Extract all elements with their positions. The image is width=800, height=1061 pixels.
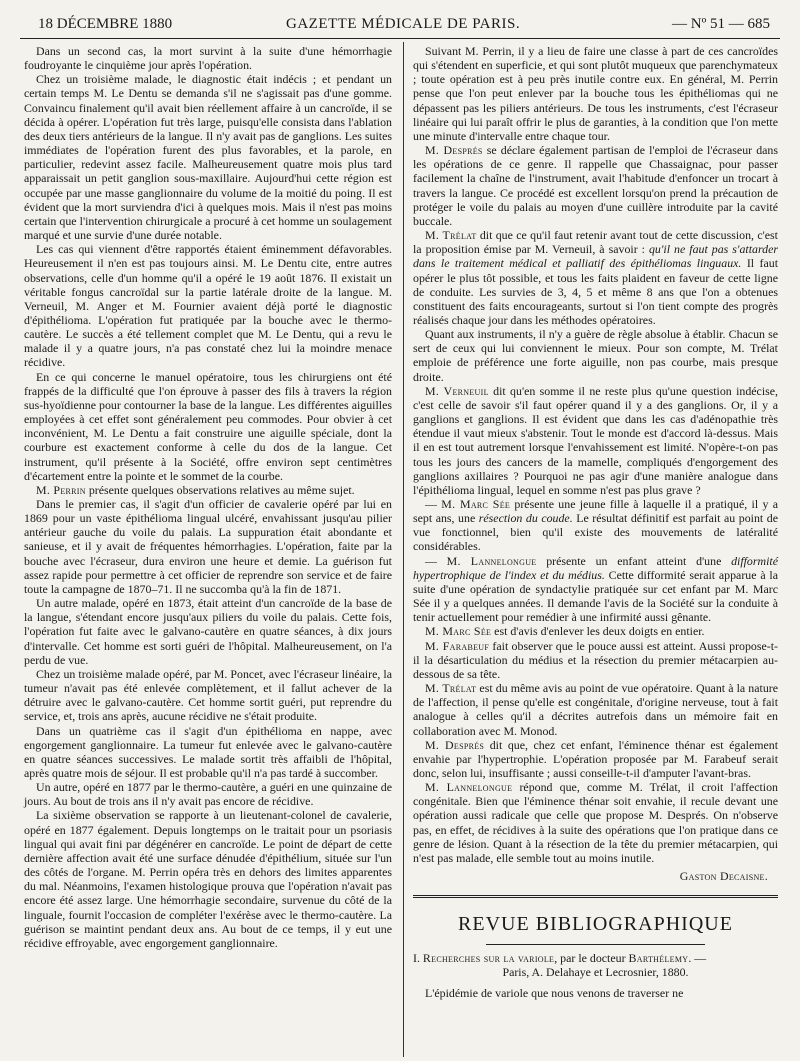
paragraph xyxy=(413,681,778,738)
italic-term: résection du coude. xyxy=(478,511,573,526)
paragraph: Les cas qui viennent d'être rapportés étaient éminemment défavorables. Heureusement il n'en est pas toujours ainsi. M. Le Dentu cite, entre autres observations, celle d'un homme qu'il a opéré le 19 août 1876. Il existait un véritable fongus cancroïdal sur la partie latérale droite de la langue. M. Verneuil, M. Anger et M. Fournier avaient déjà porté le diagnostic d'épithélioma. L'opération fut pratiquée par la bouche avec le thermo-cautère. Le succès a été tellement complet que M. Le Dentu, qui a revu le malade il y a quatre jours, n'a pas constaté chez lui la moindre menace récidive. xyxy=(24,242,392,370)
paragraph xyxy=(413,384,778,497)
speaker-name: M. Lannelongue xyxy=(425,780,513,795)
paragraph: Un autre malade, opéré en 1873, était atteint d'un cancroïde de la base de la langue, s'étendant encore jusqu'aux piliers du voile du palais. Cette fois, l'opération fut faite avec le galvano-cautère en quatre séances, à dix jours d'intervalle. Cet homme est sorti guéri de l'hôpital. Malheureusement, on l'a perdu de vue. xyxy=(24,596,392,667)
paragraph-text: Cette difformité serait apparue à la suite d'une opération de syndactylie pratiquée sur cet enfant par M. Marc Sée il y a quelques années. Il demande l'avis de la Société sur la conduite à tenir actuellement pour remédier à une infirmité aussi gênante. xyxy=(413,567,778,625)
dash: — xyxy=(425,553,447,568)
book-text: . — xyxy=(688,951,707,966)
section-rule xyxy=(413,895,778,898)
header-journal-title: GAZETTE MÉDICALE DE PARIS. xyxy=(286,16,521,32)
paragraph: Dans un quatrième cas il s'agit d'un épithélioma en nappe, avec engorgement ganglionnaire. La tumeur fut enlevée avec le galvano-cautère en quatre séances successives. Le malade sortit très affaibli de l'hôpital, après quatre mois de séjour. Il est probable qu'il n'a pas tardé à succomber. xyxy=(24,723,392,780)
paragraph-text: dit que, chez cet enfant, l'éminence thénar est également envahie par l'hypertrophie. L'opération proposée par M. Farabeuf serait donc, selon lui, insuffisante ; aussi conseille-t-il d'amputer l'avant-bras. xyxy=(413,737,778,780)
section-title: REVUE BIBLIOGRAPHIQUE xyxy=(458,913,733,936)
header-date: 18 DÉCEMBRE 1880 xyxy=(38,16,173,32)
paragraph-text: Il faut opérer le plus tôt possible, et tous les faits plaident en faveur de cette ligne de conduite. Les survies de 3, 4, 5 et même 8 ans que l'on a obtenues constituent des faits encourageants, surtout si l'on tient compte des progrès réalisés chaque jour dans les méthodes opératoires. xyxy=(413,256,779,327)
speaker-name: M. Després xyxy=(425,143,483,158)
paragraph xyxy=(413,780,778,865)
paragraph: En ce qui concerne le manuel opératoire, tous les chirurgiens ont été frappés de la difficulté que l'on éprouve à passer des fils à travers la région sus-hyoïdienne pour contourner la base de la langue. Les différentes aiguilles employées à cet effet sont généralement peu commodes. Pour obvier à cet inconvénient, M. Le Dentu a fait construire une aiguille spéciale, dont la courbure est exactement conforme à celle du dos de la langue. Cet instrument, qu'il présente à la Société, offre environ sept centimètres d'écartement entre la pointe et le sommet de la courbe. xyxy=(24,369,392,483)
paragraph-text: présente une jeune fille à laquelle il a pratiqué, il y a sept ans, une xyxy=(413,497,778,526)
author-signature: Gaston Decaisne. xyxy=(679,869,768,884)
italic-quote: qu'il ne faut pas s'attarder dans le traitement médical et palliatif des épithéliomas linguaux. xyxy=(413,242,779,271)
paragraph xyxy=(413,497,778,554)
speaker-name: M. Marc Sée xyxy=(425,624,492,639)
paragraph: Chez un troisième malade opéré, par M. Poncet, avec l'écraseur linéaire, la tumeur n'avait pas été enlevée complètement, et il fallut achever de la détruire avec le galvano-cautère. Cet homme sortit guéri, put reprendre du service, et, trois ans après, aucune récidive ne s'était produite. xyxy=(24,666,392,724)
right-column xyxy=(413,44,778,1000)
paragraph xyxy=(413,738,778,780)
paragraph-text: est d'avis d'enlever les deux doigts en entier. xyxy=(491,624,705,639)
dash: — xyxy=(425,497,442,511)
speaker-name: M. Verneuil xyxy=(425,383,489,398)
paragraph-text: présente quelques observations relatives au même sujet. xyxy=(85,482,355,497)
paragraph xyxy=(413,554,778,625)
section-title-rule xyxy=(486,944,705,945)
paragraph-text: dit qu'en somme il ne reste plus qu'une question indécise, c'est celle de savoir s'il faut opérer quand il y a des ganglions. Or, il y a ganglions et ganglions. Il est évident que dans les cas d'adénopathie très étendue il vaut mieux s'abstenir. Tout le monde est d'accord là-dessus. Mais il en est tout autrement lorsque l'envahissement est limité. N'opère-t-on pas tous les jours des cancers de la mamelle, compliqués d'engorgement des ganglions axillaires ? Pourquoi ne pas agir d'une manière analogue dans l'épithélioma lingual, lequel en somme n'est pas plus grave ? xyxy=(413,383,778,497)
book-author: Barthélemy xyxy=(628,951,689,966)
book-title: Recherches sur la variole xyxy=(422,951,555,966)
book-number: I. xyxy=(413,951,423,966)
speaker-name: M. Trélat xyxy=(425,681,477,696)
header-rule xyxy=(20,38,780,39)
paragraph: Un autre, opéré en 1877 par le thermo-cautère, a guéri en une quinzaine de jours. Au bout de trois ans il n'y avait pas encore de récidive. xyxy=(24,780,392,809)
paragraph: La sixième observation se rapporte à un lieutenant-colonel de cavalerie, opéré en 1877 également. Depuis longtemps on le traitait pour un psoriasis lingual qui avait fini par dégénérer en cancroïde. Le point de départ de cette dernière affection avait été une surface dénudée d'épithélium, située sur l'un des côtés de l'organe. M. Perrin opéra très en dehors des limites apparentes du mal. Néanmoins, l'examen histologique prouva que l'opération n'avait pas encore été assez large. Une hémorrhagie secondaire, survenue du côté de la linguale, fournit l'occasion de compléter l'exérèse avec le thermo-cautère. La guérison se maintint pendant deux ans. Au bout de ce temps, il y eut une récidive effroyable, avec engorgement ganglionnaire. xyxy=(24,808,392,950)
column-divider xyxy=(403,42,404,1057)
paragraph-text: Le résultat définitif est parfait au point de vue fonctionnel, bien qu'il existe des mouvements de latéralité considérables. xyxy=(413,511,778,554)
paragraph: L'épidémie de variole que nous venons de traverser ne xyxy=(425,985,684,1000)
page-header xyxy=(38,10,770,36)
paragraph: Dans un second cas, la mort survint à la suite d'une hémorrhagie foudroyante le cinquième jour après l'opération. xyxy=(24,44,392,73)
header-issue-page: — Nº 51 — 685 xyxy=(672,16,770,32)
speaker-name: M. Trélat xyxy=(425,228,477,243)
paragraph-text: présente un enfant atteint d'une xyxy=(536,553,732,568)
book-text: , par le docteur xyxy=(554,951,629,966)
italic-term: difformité hypertrophique de l'index et du médius. xyxy=(413,553,778,582)
paragraph-text: fait observer que le pouce aussi est atteint. Aussi propose-t-il la désarticulation du médius et la résection du premier métacarpien au-dessous de sa tête. xyxy=(413,638,778,681)
speaker-name: M. Farabeuf xyxy=(425,638,490,653)
paragraph xyxy=(413,228,778,327)
paragraph-text: répond que, comme M. Trélat, il croit l'affection congénitale. Bien que l'éminence thénar soit envahie, il recule devant une opération aussi radicale que celle que propose M. Després. On n'observe pas, en effet, de récidives à la suite des opérations que l'on pratique dans ce genre de lésion. Quant à la résection de la tête du premier métacarpien, qui n'est pas malade, elle semble tout au moins inutile. xyxy=(413,780,778,865)
paragraph: Quant aux instruments, il n'y a guère de règle absolue à établir. Chacun se sert de ceux qui lui conviennent le mieux. Pour son compte, M. Trélat emploie de préférence une forte aiguille, non pas courbe, mais presque droite. xyxy=(413,327,778,384)
book-publisher: Paris, A. Delahaye et Lecrosnier, 1880. xyxy=(502,965,689,980)
paragraph: Chez un troisième malade, le diagnostic était indécis ; et pendant un certain temps M. Le Dentu se demanda s'il ne s'agissait pas d'une gomme. Convaincu finalement qu'il avait bien réellement affaire à un cancroïde, il se décida à opérer. L'opération fut très large, puisqu'elle consista dans l'ablation des deux tiers antérieurs de la langue. Il n'y avait pas de ganglions. Les suites immédiates de l'opération furent des plus favorables, et la parole, en particulier, redevint assez facile. Malheureusement quatre mois plus tard apparaissait un petit ganglion sous-maxillaire. Aujourd'hui cette région est occupée par une masse ganglionnaire du volume de la moitié du poing. Il est évident que la mort surviendra d'ici à quelques mois. Mais il n'est pas moins certain que l'intervention chirurgicale a procuré à cet homme un soulagement marqué et une survie d'une durée notable. xyxy=(24,72,392,243)
paragraph-text: se déclare également partisan de l'emploi de l'écraseur dans les opérations de ce genre. Il rappelle que Chassaignac, pour passer facilement la chaîne de l'instrument, avait l'habitude d'enfoncer un trocart à travers la langue. Ce procédé est excellent lorsqu'on prend la précaution de protéger le voile du palais au moyen d'une cuillère introduite par la cavité buccale. xyxy=(413,143,778,228)
speaker-name: M. Lannelongue xyxy=(446,553,537,568)
paragraph-text: dit que ce qu'il faut retenir avant tout de cette discussion, c'est la proposition émise par M. Verneuil, à savoir : xyxy=(413,228,778,257)
book-reference xyxy=(413,951,778,965)
paragraph: Suivant M. Perrin, il y a lieu de faire une classe à part de ces cancroïdes qui s'étendent en superficie, et qui sont plutôt muqueux que parenchymateux ; toute opération est à peu près inutile contre eux. En général, M. Perrin pense que l'on peut enlever par la bouche tous les épithéliomas qui ne dépassent pas les piliers antérieurs. De tous les instruments, c'est l'écraseur linéaire qui lui paraît offrir le plus de garanties, à la condition que l'on mette une minute d'intervalle entre chaque tour. xyxy=(413,44,778,143)
left-column xyxy=(24,44,392,950)
speaker-name: M. Després xyxy=(425,737,485,752)
paragraph xyxy=(413,624,778,638)
speaker-name: M. Marc Sée xyxy=(441,497,511,511)
paragraph xyxy=(413,639,778,681)
paragraph xyxy=(413,143,778,228)
paragraph-text: est du même avis au point de vue opératoire. Quant à la nature de l'affection, il pense qu'elle est congénitale, d'origine nerveuse, tout à fait analogue à celles qu'il a décrites autrefois dans un mémoire fait en collaboration avec M. Monod. xyxy=(413,681,779,738)
speaker-name: M. Perrin xyxy=(36,482,86,497)
paragraph: Dans le premier cas, il s'agit d'un officier de cavalerie opéré par lui en 1869 pour un vaste épithélioma lingual ulcéré, envahissant jusqu'au pilier antérieur gauche du voile du palais. La suppuration était abondante et sanieuse, et il y avait de fréquentes hémorrhagies. L'opération, faite par la bouche avec l'écraseur, dura environ une heure et demie. La guérison fut assez rapide pour permettre à cet officier de reprendre son service et de faire toute la campagne de 1870–71. Il ne succomba qu'à la fin de 1871. xyxy=(24,497,392,596)
paragraph xyxy=(24,483,392,497)
